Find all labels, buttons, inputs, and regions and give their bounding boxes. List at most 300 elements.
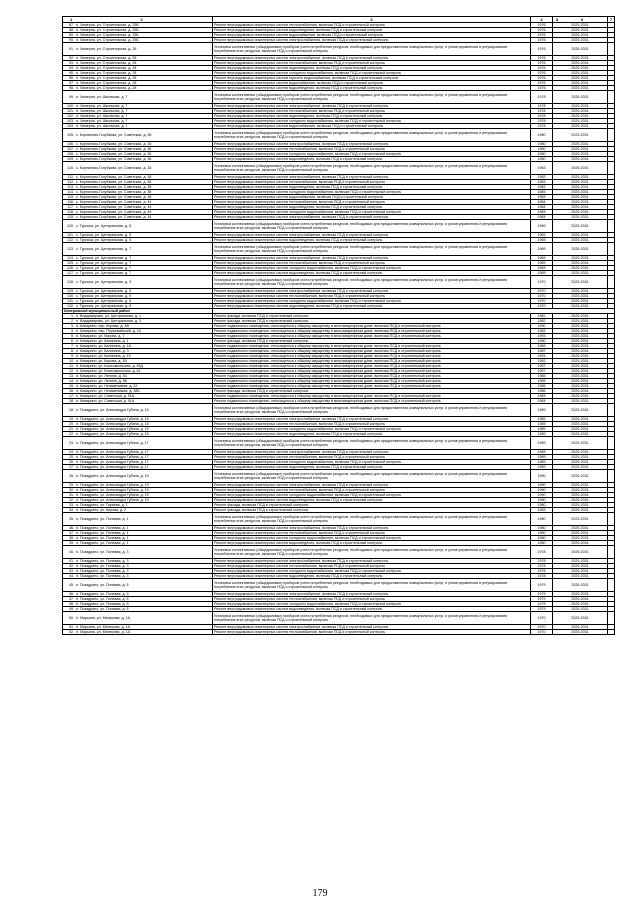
address: п. Комарино, ул. Калинина, д. 3	[76, 349, 129, 353]
build-year: 1989	[531, 404, 553, 417]
planned-period: 2029-2031	[553, 210, 608, 215]
table-row	[63, 579, 615, 592]
work-type: Ремонт внутридомовых инженерных систем холодного водоснабжения, включая ПСД и строительный контроль	[213, 119, 531, 124]
address: с. Корнилово-Голубкова, ул. Советская, д. 36	[76, 142, 152, 146]
address: п. Комарино, ул. Незаменимая, д. 38Б	[76, 389, 140, 393]
repair-schedule-table	[62, 16, 615, 635]
header-col-4: 4	[531, 17, 553, 23]
address: п. Чемерна, ул. Строительная, д. 28	[76, 71, 137, 75]
build-year: 1970	[531, 625, 553, 630]
row-number: 11.	[69, 364, 74, 368]
work-type: Ремонт внутридомовых инженерных систем теплоснабжения, включая ПСД и строительный контроль	[213, 109, 531, 114]
address: п. Комарино, ул. Кирова, д. 1В	[76, 359, 127, 363]
build-year: 1980	[531, 152, 553, 157]
build-year: 1980	[531, 157, 553, 162]
address: с. Корнилово-Голубкова, ул. Советская, д. 44	[76, 200, 152, 204]
row-number: 122.	[67, 238, 74, 242]
address: п. Чемерна, ул. Школьная, д. 7	[76, 95, 128, 99]
empty-cell	[608, 220, 615, 233]
planned-period: 2029-2031	[553, 124, 608, 129]
row-number: 92.	[69, 56, 74, 60]
work-type: Ремонт внутридомовых инженерных систем электроснабжения, включая ПСД и строительный контроль	[213, 592, 531, 597]
work-type: Ремонт внутридомовых инженерных систем холодного водоснабжения, включая ПСД и строительный контроль	[213, 210, 531, 215]
work-type: Ремонт подвального помещения, относящегося к общему имуществу в многоквартирном доме, включая ПСД и строительный контроль	[213, 384, 531, 389]
build-year: 1989	[531, 417, 553, 422]
planned-period: 2029-2031	[553, 384, 608, 389]
row-number: 2.	[71, 319, 74, 323]
build-year: 1984	[531, 394, 553, 399]
work-type: Ремонт внутридомовых инженерных систем электроснабжения, включая ПСД и строительный контроль	[213, 256, 531, 261]
build-year: 1970	[531, 276, 553, 289]
planned-period: 2029-2031	[553, 294, 608, 299]
planned-period: 2029-2031	[553, 185, 608, 190]
row-number: 30.	[69, 488, 74, 492]
row-number: 94.	[69, 66, 74, 70]
header-col-5: 5	[556, 16, 559, 22]
planned-period: 2029-2031	[553, 399, 608, 404]
planned-period: 2029-2031	[553, 220, 608, 233]
address: с. Корнилово-Голубкова, ул. Советская, д. 36	[76, 133, 152, 137]
build-year: 1997	[531, 369, 553, 374]
address: п. Владимирово, ул. Центральная, д. 1	[76, 314, 141, 318]
address: п. Чемерна, ул. Строительная, д. 28	[76, 56, 137, 60]
planned-period: 2029-2031	[553, 369, 608, 374]
work-type: Ремонт подвального помещения, относящегося к общему имуществу в многоквартирном доме, включая ПСД и строительный контроль	[213, 334, 531, 339]
empty-cell	[608, 612, 615, 625]
address: п. Комарино, ул. Советская, д. 91А	[76, 399, 135, 403]
row-number: 48.	[69, 602, 74, 606]
row-number: 107.	[67, 147, 74, 151]
build-year: 1979	[531, 602, 553, 607]
build-year: 1978	[531, 564, 553, 569]
planned-period: 2029-2031	[553, 625, 608, 630]
row-number: 9.	[71, 354, 74, 358]
document-page	[62, 16, 614, 635]
address-cell	[63, 470, 213, 483]
row-number: 91.	[69, 47, 74, 51]
address: п. Комарино, пер. Первомайский, д. 15	[76, 329, 141, 333]
work-type: Ремонт внутридомовых инженерных систем водоотведения, включая ПСД и строительный контроль	[213, 541, 531, 546]
address-cell	[63, 43, 213, 56]
build-year: 1991	[531, 354, 553, 359]
planned-period: 2029-2031	[553, 488, 608, 493]
row-number: 132.	[67, 304, 74, 308]
planned-period: 2029-2031	[553, 129, 608, 142]
work-type: Ремонт внутридомовых инженерных систем водоотведения, включая ПСД и строительный контроль	[213, 66, 531, 71]
work-type: Ремонт внутридомовых инженерных систем теплоснабжения, включая ПСД и строительный контроль	[213, 597, 531, 602]
row-number: 106.	[67, 142, 74, 146]
row-number: 15.	[69, 384, 74, 388]
build-year: 1978	[531, 559, 553, 564]
planned-period: 2029-2031	[553, 271, 608, 276]
work-type: Установка коллективных (общедомовых) приборов учета потребления ресурсов, необходимых для предоставления коммунальных услуг, и узлов управления и регулирования потребления этих ресурсов, включая ПСД и строительный контроль	[213, 513, 531, 526]
build-year: 1976	[531, 76, 553, 81]
row-number: 104.	[67, 124, 74, 128]
planned-period: 2029-2031	[553, 195, 608, 200]
planned-period: 2029-2031	[553, 592, 608, 597]
row-number: 123.	[67, 247, 74, 251]
planned-period: 2029-2031	[553, 276, 608, 289]
work-type: Ремонт подвального помещения, относящегося к общему имуществу в многоквартирном доме, включая ПСД и строительный контроль	[213, 344, 531, 349]
work-type: Ремонт подвального помещения, относящегося к общему имуществу в многоквартирном доме, включая ПСД и строительный контроль	[213, 394, 531, 399]
row-number: 16.	[69, 389, 74, 393]
build-year: 1989	[531, 432, 553, 437]
empty-cell	[608, 470, 615, 483]
planned-period: 2029-2031	[553, 536, 608, 541]
build-year: 1979	[531, 592, 553, 597]
planned-period: 2029-2031	[553, 612, 608, 625]
build-year: 1980	[531, 129, 553, 142]
work-type: Ремонт внутридомовых инженерных систем электроснабжения, включая ПСД и строительный контроль	[213, 215, 531, 220]
address: п. Позадрино, ул. Полевая, д. 1	[76, 536, 129, 540]
build-year: 1980	[531, 531, 553, 536]
build-year: 1978	[531, 114, 553, 119]
address-cell	[63, 276, 213, 289]
work-type: Ремонт внутридомовых инженерных систем холодного водоснабжения, включая ПСД и строительный контроль	[213, 569, 531, 574]
work-type: Ремонт внутридомовых инженерных систем водоотведения, включая ПСД и строительный контроль	[213, 271, 531, 276]
build-year: 1978	[531, 124, 553, 129]
header-col-1: 1	[70, 16, 73, 22]
address: с. Туроска, ул. Центральная, д. 5	[76, 224, 132, 228]
row-number: 42.	[69, 564, 74, 568]
work-type: Ремонт внутридомовых инженерных систем электроснабжения, включая ПСД и строительный контроль	[213, 175, 531, 180]
work-type: Ремонт внутридомовых инженерных систем водоотведения, включая ПСД и строительный контроль	[213, 238, 531, 243]
row-number: 125.	[67, 261, 74, 265]
planned-period: 2029-2031	[553, 460, 608, 465]
planned-period: 2029-2031	[553, 493, 608, 498]
row-number: 127.	[67, 271, 74, 275]
row-number: 131.	[67, 299, 74, 303]
address: п. Позадрино, ул. Полевая, д. 1	[76, 517, 129, 521]
row-number: 24.	[69, 450, 74, 454]
address: п. Чемерна, ул. Строительная, д. 25Б	[76, 23, 139, 27]
build-year: 1989	[531, 460, 553, 465]
empty-cell	[608, 276, 615, 289]
empty-cell	[608, 579, 615, 592]
address: с. Корнилово-Голубкова, ул. Советская, д. 38	[76, 166, 152, 170]
address: п. Чемерна, ул. Строительная, д. 26	[76, 47, 137, 51]
address: п. Позадрино, ул. Александра Губина, д. 17	[76, 455, 149, 459]
header-col-2: 2	[140, 16, 143, 22]
build-year: 1978	[531, 119, 553, 124]
work-type: Ремонт внутридомовых инженерных систем теплоснабжения, включая ПСД и строительный контроль	[213, 147, 531, 152]
address-cell	[63, 220, 213, 233]
work-type: Ремонт внутридомовых инженерных систем теплоснабжения, включая ПСД и строительный контроль	[213, 294, 531, 299]
address: п. Чемерна, ул. Строительная, д. 28	[76, 76, 137, 80]
address: п. Владимирово, ул. Центральная, д. 3	[76, 319, 141, 323]
row-number: 13.	[69, 374, 74, 378]
work-type: Ремонт внутридомовых инженерных систем холодного водоснабжения, включая ПСД и строительный контроль	[213, 152, 531, 157]
work-type: Ремонт подвального помещения, относящегося к общему имуществу в многоквартирном доме, включая ПСД и строительный контроль	[213, 374, 531, 379]
build-year: 1976	[531, 66, 553, 71]
work-type: Ремонт внутридомовых инженерных систем холодного водоснабжения, включая ПСД и строительный контроль	[213, 460, 531, 465]
row-number: 118.	[67, 210, 74, 214]
row-number: 31.	[69, 493, 74, 497]
planned-period: 2029-2031	[553, 23, 608, 28]
planned-period: 2029-2031	[553, 503, 608, 508]
row-number: 105.	[67, 133, 74, 137]
planned-period: 2029-2031	[553, 546, 608, 559]
row-number: 99.	[69, 95, 74, 99]
build-year: 1985	[531, 384, 553, 389]
table-row	[63, 630, 615, 635]
planned-period: 2029-2031	[553, 71, 608, 76]
row-number: 49.	[69, 607, 74, 611]
row-number: 35.	[69, 517, 74, 521]
address: п. Позадрино, ул. Александра Губина, д. 17	[76, 441, 149, 445]
row-number: 17.	[69, 394, 74, 398]
address: с. Корнилово-Голубкова, ул. Советская, д. 36	[76, 157, 152, 161]
work-type: Ремонт внутридомовых инженерных систем электроснабжения, включая ПСД и строительный контроль	[213, 104, 531, 109]
build-year: 1979	[531, 579, 553, 592]
address-cell	[63, 546, 213, 559]
work-type: Ремонт внутридомовых инженерных систем электроснабжения, включая ПСД и строительный контроль	[213, 483, 531, 488]
work-type: Ремонт внутридомовых инженерных систем водоотведения, включая ПСД и строительный контроль	[213, 465, 531, 470]
build-year: 1983	[531, 195, 553, 200]
work-type: Ремонт внутридомовых инженерных систем водоотведения, включая ПСД и строительный контроль	[213, 28, 531, 33]
address: с. Туроска, ул. Центральная, д. 7	[76, 256, 132, 260]
work-type: Ремонт внутридомовых инженерных систем электроснабжения, включая ПСД и строительный контроль	[213, 142, 531, 147]
row-number: 128.	[67, 280, 74, 284]
work-type: Ремонт внутридомовых инженерных систем водоснабжения, включая ПСД и строительный контроль	[213, 33, 531, 38]
build-year: 1978	[531, 569, 553, 574]
planned-period: 2029-2031	[553, 61, 608, 66]
build-year: 1969	[531, 261, 553, 266]
planned-period: 2029-2031	[553, 215, 608, 220]
row-number: 46.	[69, 592, 74, 596]
address: с. Туроска, ул. Центральная, д. 9	[76, 294, 132, 298]
build-year: 1990	[531, 493, 553, 498]
work-type: Ремонт внутридомовых инженерных систем водоотведения, включая ПСД и строительный контроль	[213, 574, 531, 579]
row-number: 51.	[69, 625, 74, 629]
address: п. Позадрино, ул. Александра Губина, д. 15	[76, 422, 149, 426]
row-number: 121.	[67, 233, 74, 237]
planned-period: 2029-2031	[553, 33, 608, 38]
address: с. Туроска, ул. Центральная, д. 9	[76, 299, 132, 303]
planned-period: 2029-2031	[553, 324, 608, 329]
row-number: 29.	[69, 483, 74, 487]
address-cell	[63, 630, 213, 635]
planned-period: 2029-2031	[553, 513, 608, 526]
row-number: 116.	[67, 200, 74, 204]
empty-cell	[608, 546, 615, 559]
work-type: Ремонт внутридомовых инженерных систем холодного водоснабжения, включая ПСД и строительный контроль	[213, 266, 531, 271]
planned-period: 2029-2031	[553, 339, 608, 344]
build-year: 1990	[531, 470, 553, 483]
address-cell	[63, 437, 213, 450]
planned-period: 2029-2031	[553, 364, 608, 369]
empty-cell	[608, 91, 615, 104]
build-year: 1989	[531, 437, 553, 450]
work-type: Ремонт внутридомовых инженерных систем холодного водоснабжения, включая ПСД и строительный контроль	[213, 493, 531, 498]
build-year: 1989	[531, 465, 553, 470]
row-number: 7.	[71, 344, 74, 348]
row-number: 96.	[69, 76, 74, 80]
address: п. Комарино, ул. Кирова, д. 7	[76, 334, 125, 338]
planned-period: 2029-2031	[553, 455, 608, 460]
row-number: 129.	[67, 289, 74, 293]
address: с. Корнилово-Голубкова, ул. Советская, д. 36	[76, 152, 152, 156]
work-type: Установка коллективных (общедомовых) приборов учета потребления ресурсов, необходимых для предоставления коммунальных услуг, и узлов управления и регулирования потребления этих ресурсов, включая ПСД и строительный контроль	[213, 276, 531, 289]
row-number: 102.	[67, 114, 74, 118]
row-number: 26.	[69, 460, 74, 464]
planned-period: 2029-2031	[553, 175, 608, 180]
planned-period: 2029-2031	[553, 437, 608, 450]
work-type: Ремонт внутридомовых инженерных систем холодного водоснабжения, включая ПСД и строительный контроль	[213, 299, 531, 304]
planned-period: 2029-2031	[553, 394, 608, 399]
empty-cell	[608, 243, 615, 256]
address: п. Позадрино, ул. Полевая, д. 1	[76, 541, 129, 545]
work-type: Ремонт внутридомовых инженерных систем электроснабжения, включая ПСД и строительный контроль	[213, 38, 531, 43]
row-number: 28.	[69, 474, 74, 478]
address: п. Позадрино, ул. Кирова, д. 2	[76, 508, 127, 512]
planned-period: 2029-2031	[553, 404, 608, 417]
row-number: 100.	[67, 104, 74, 108]
build-year: 1984	[531, 200, 553, 205]
build-year: 1989	[531, 344, 553, 349]
work-type: Ремонт внутридомовых инженерных систем теплоснабжения, включая ПСД и строительный контроль	[213, 422, 531, 427]
address: с. Туроска, ул. Центральная, д. 9	[76, 304, 132, 308]
build-year: 1983	[531, 175, 553, 180]
planned-period: 2029-2031	[553, 569, 608, 574]
row-number: 45.	[69, 583, 74, 587]
planned-period: 2029-2031	[553, 427, 608, 432]
build-year: 1984	[531, 205, 553, 210]
address: п. Чемерна, ул. Строительная, д. 28	[76, 86, 137, 90]
row-number: 33.	[69, 503, 74, 507]
build-year: 1969	[531, 233, 553, 238]
work-type: Ремонт внутридомовых инженерных систем электроснабжения, включая ПСД и строительный контроль	[213, 289, 531, 294]
empty-cell	[608, 43, 615, 56]
work-type: Ремонт внутридомовых инженерных систем теплоснабжения, включая ПСД и строительный контроль	[213, 455, 531, 460]
build-year: 1990	[531, 483, 553, 488]
row-number: 4.	[71, 329, 74, 333]
planned-period: 2029-2031	[553, 66, 608, 71]
work-type: Ремонт внутридомовых инженерных систем водоотведения, включая ПСД и строительный контроль	[213, 205, 531, 210]
build-year: 1976	[531, 43, 553, 56]
planned-period: 2029-2031	[553, 602, 608, 607]
planned-period: 2029-2031	[553, 526, 608, 531]
work-type: Ремонт внутридомовых инженерных систем теплоснабжения, включая ПСД и строительный контроль	[213, 61, 531, 66]
work-type: Ремонт внутридомовых инженерных систем теплоснабжения, включая ПСД и строительный контроль	[213, 531, 531, 536]
planned-period: 2029-2031	[553, 56, 608, 61]
empty-cell	[608, 129, 615, 142]
work-type: Ремонт внутридомовых инженерных систем электроснабжения, включая ПСД и строительный контроль	[213, 625, 531, 630]
work-type: Ремонт внутридомовых инженерных систем теплоснабжения, включая ПСД и строительный контроль	[213, 261, 531, 266]
row-number: 112.	[67, 180, 74, 184]
work-type: Ремонт внутридомовых инженерных систем теплоснабжения, включая ПСД и строительный контроль	[213, 23, 531, 28]
row-number: 21.	[69, 427, 74, 431]
address: п. Позадрино, ул. Александра Губина, д. 19	[76, 488, 149, 492]
build-year: 1976	[531, 86, 553, 91]
build-year: 1993	[531, 334, 553, 339]
address: п. Позадрино, ул. Александра Губина, д. 19	[76, 498, 149, 502]
work-type: Ремонт фасада, включая ПСД и строительный контроль	[213, 319, 531, 324]
address: п. Чемерна, ул. Строительная, д. 25Б	[76, 28, 139, 32]
empty-cell	[608, 404, 615, 417]
empty-cell	[608, 513, 615, 526]
planned-period: 2029-2031	[553, 465, 608, 470]
row-number: 130.	[67, 294, 74, 298]
row-number: 103.	[67, 119, 74, 123]
work-type: Ремонт внутридомовых инженерных систем холодного водоснабжения, включая ПСД и строительный контроль	[213, 71, 531, 76]
empty-cell	[608, 630, 615, 635]
planned-period: 2029-2031	[553, 389, 608, 394]
row-number: 111.	[67, 175, 74, 179]
row-number: 10.	[69, 359, 74, 363]
address: п. Позадрино, ул. Полевая, д. 5	[76, 583, 129, 587]
row-number: 109.	[67, 157, 74, 161]
row-number: 93.	[69, 61, 74, 65]
planned-period: 2029-2031	[553, 359, 608, 364]
address: п. Позадрино, ул. Полевая, д. 5	[76, 592, 129, 596]
planned-period: 2029-2031	[553, 162, 608, 175]
work-type: Установка коллективных (общедомовых) приборов учета потребления ресурсов, необходимых для предоставления коммунальных услуг, и узлов управления и регулирования потребления этих ресурсов, включая ПСД и строительный контроль	[213, 404, 531, 417]
row-number: 32.	[69, 498, 74, 502]
work-type: Ремонт внутридомовых инженерных систем водоотведения, включая ПСД и строительный контроль	[213, 432, 531, 437]
address: п. Позадрино, ул. Александра Губина, д. 17	[76, 460, 149, 464]
address: п. Позадрино, ул. Полевая, д. 5	[76, 602, 129, 606]
work-type: Ремонт внутридомовых инженерных систем водоотведения, включая ПСД и строительный контроль	[213, 86, 531, 91]
work-type: Ремонт внутридомовых инженерных систем электроснабжения, включая ПСД и строительный контроль	[213, 526, 531, 531]
row-number: 108.	[67, 152, 74, 156]
address: п. Комарино, ул. Калинина, д. 1А	[76, 344, 131, 348]
address: п. Комарино, ул. Калинина, д. 15	[76, 354, 131, 358]
build-year: 1989	[531, 450, 553, 455]
work-type: Установка коллективных (общедомовых) приборов учета потребления ресурсов, необходимых для предоставления коммунальных услуг, и узлов управления и регулирования потребления этих ресурсов, включая ПСД и строительный контроль	[213, 220, 531, 233]
address: с. Туроска, ул. Центральная, д. 7	[76, 261, 132, 265]
planned-period: 2029-2031	[553, 157, 608, 162]
work-type: Ремонт подвального помещения, относящегося к общему имуществу в многоквартирном доме, включая ПСД и строительный контроль	[213, 329, 531, 334]
planned-period: 2029-2031	[553, 289, 608, 294]
row-number: 52.	[69, 630, 74, 634]
row-number: 43.	[69, 569, 74, 573]
planned-period: 2029-2031	[553, 142, 608, 147]
row-number: 36.	[69, 526, 74, 530]
row-number: 6.	[71, 339, 74, 343]
row-number: 23.	[69, 441, 74, 445]
build-year: 1970	[531, 630, 553, 635]
planned-period: 2029-2031	[553, 256, 608, 261]
address: п. Чемерна, ул. Строительная, д. 28	[76, 81, 137, 85]
address: п. Позадрино, ул. Полевая, д. 5	[76, 597, 129, 601]
build-year: 1976	[531, 38, 553, 43]
address: п. Чемерна, ул. Школьная, д. 7	[76, 104, 128, 108]
work-type: Ремонт подвального помещения, относящегося к общему имуществу в многоквартирном доме, включая ПСД и строительный контроль	[213, 354, 531, 359]
address: п. Марьяна, ул. Минерная, д. 1А	[76, 625, 130, 629]
address: п. Комарино, ул. Комсомольская, д. 61	[76, 369, 141, 373]
planned-period: 2029-2031	[553, 266, 608, 271]
address: п. Комарино, ул. Калинина, д. 1	[76, 339, 129, 343]
build-year: 1980	[531, 339, 553, 344]
planned-period: 2029-2031	[553, 180, 608, 185]
address: п. Чемерна, ул. Школьная, д. 7	[76, 124, 128, 128]
table-row	[63, 546, 615, 559]
row-number: 114.	[67, 190, 74, 194]
work-type: Установка коллективных (общедомовых) приборов учета потребления ресурсов, необходимых для предоставления коммунальных услуг, и узлов управления и регулирования потребления этих ресурсов, включая ПСД и строительный контроль	[213, 546, 531, 559]
row-number: 18.	[69, 408, 74, 412]
row-number: 124.	[67, 256, 74, 260]
planned-period: 2029-2031	[553, 299, 608, 304]
row-number: 98.	[69, 86, 74, 90]
planned-period: 2029-2031	[553, 349, 608, 354]
address: с. Туроска, ул. Центральная, д. 7	[76, 271, 132, 275]
build-year: 1997	[531, 364, 553, 369]
row-number: 115.	[67, 195, 74, 199]
address: с. Туроска, ул. Центральная, д. 5	[76, 238, 132, 242]
planned-period: 2029-2031	[553, 470, 608, 483]
address: с. Туроска, ул. Центральная, д. 7	[76, 247, 132, 251]
